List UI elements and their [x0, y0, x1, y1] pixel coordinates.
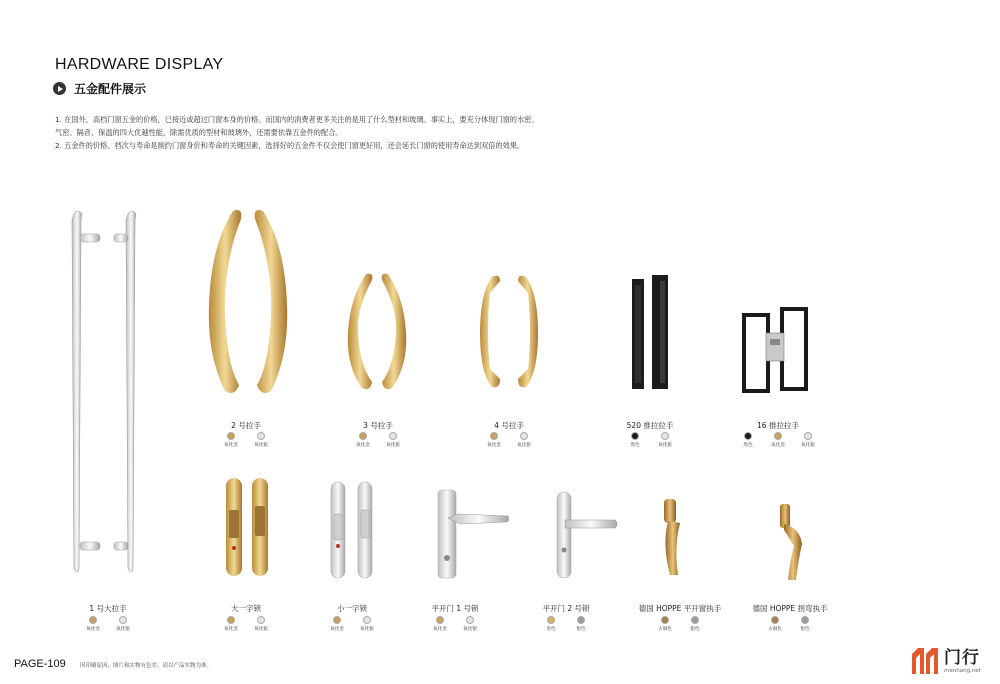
color-swatches	[428, 616, 482, 632]
long-bar-handle-image	[62, 208, 152, 580]
swatch: 氧化金	[766, 432, 790, 448]
color-swatches	[219, 432, 273, 448]
swatch: 古铜色	[653, 616, 677, 632]
section-subtitle: 五金配件展示	[74, 82, 147, 96]
gold-dot	[436, 616, 444, 624]
product-label: 2 号拉手	[231, 421, 261, 430]
section-heading	[53, 80, 146, 97]
swatch: 氧化金	[81, 616, 105, 632]
product-label: 小一字锁	[337, 604, 367, 613]
swatch: 氧化金	[428, 616, 452, 632]
brand-logo	[910, 646, 981, 676]
hoppe-corner-handle-image	[776, 500, 812, 584]
black-dot	[744, 432, 752, 440]
gold-dot	[227, 432, 235, 440]
gold-dot	[227, 616, 235, 624]
swatch: 氧化银	[355, 616, 379, 632]
swatch: 银色	[683, 616, 707, 632]
gold-dot	[333, 616, 341, 624]
gold-dot	[547, 616, 555, 624]
flush-lock-small-image	[328, 480, 378, 580]
product-label: 3 号拉手	[363, 421, 393, 430]
swatch: 氧化银	[381, 432, 405, 448]
bronze-dot	[771, 616, 779, 624]
black-dot	[631, 432, 639, 440]
flush-lock-large-image	[222, 476, 272, 578]
product-label: 平开门 1 号锁	[431, 604, 479, 613]
silver-dot	[257, 432, 265, 440]
intro-line: 1. 在国外，高档门窗五金的价格，已接近或超过门窗本身的价格。而国内的消费者更多关注的是用了什么型材和玻璃。事实上，要充分体现门窗的水密、	[55, 115, 539, 124]
arc-handle-2-image	[205, 205, 295, 405]
swatch: 氧化金	[219, 432, 243, 448]
swatch: 氧化银	[796, 432, 820, 448]
swatch: 氧化金	[325, 616, 349, 632]
handle-4-image	[474, 273, 544, 393]
silver-dot	[691, 616, 699, 624]
swatch: 古铜色	[763, 616, 787, 632]
swatch: 银色	[793, 616, 817, 632]
product-label: 大一字锁	[231, 604, 261, 613]
swatch: 氧化银	[249, 432, 273, 448]
color-swatches	[653, 616, 707, 632]
silver-dot	[804, 432, 812, 440]
play-icon	[53, 82, 66, 95]
swatch: 氧化银	[458, 616, 482, 632]
color-swatches	[482, 432, 536, 448]
swatch: 氧化银	[111, 616, 135, 632]
product-label: 德国 HOPPE 平开窗执手	[638, 604, 722, 613]
color-swatches	[623, 432, 677, 448]
silver-dot	[119, 616, 127, 624]
intro-line: 2. 五金件的价格、档次与寿命是制约门窗身价和寿命的关键因素，选择好的五金件不仅会使门窗更好用，还会延长门窗的使用寿命达到双倍的效果。	[55, 141, 525, 150]
bronze-dot	[661, 616, 669, 624]
swatch: 氧化金	[219, 616, 243, 632]
color-swatches	[763, 616, 817, 632]
intro-line: 气密、隔音、保温的四大优越性能，除需优质的型材和玻璃外，还需要依靠五金件的配合。	[55, 128, 343, 137]
silver-dot	[466, 616, 474, 624]
product-label: 4 号拉手	[494, 421, 524, 430]
color-swatches	[539, 616, 593, 632]
gold-dot	[89, 616, 97, 624]
silver-dot	[257, 616, 265, 624]
arc-handle-3-image	[344, 270, 410, 395]
footer-note: 因印刷原因，图片和实物有色差，请以产品实物为准。	[80, 663, 213, 669]
silver-dot	[577, 616, 585, 624]
hoppe-window-handle-image	[658, 495, 694, 579]
swatch: 氧化银	[249, 616, 273, 632]
product-label: 平开门 2 号锁	[542, 604, 590, 613]
intro-text	[55, 113, 615, 152]
gold-dot	[490, 432, 498, 440]
silver-dot	[801, 616, 809, 624]
door-lever-1-image	[436, 488, 512, 580]
color-swatches	[325, 616, 379, 632]
swatch: 黑色	[623, 432, 647, 448]
swatch: 氧化银	[512, 432, 536, 448]
logo-url: menhang.net	[944, 667, 981, 674]
swatch: 氧化金	[482, 432, 506, 448]
color-swatches	[736, 432, 820, 448]
product-label: 德国 HOPPE 拐弯执手	[752, 604, 828, 613]
gold-dot	[774, 432, 782, 440]
sliding-handle-16-image	[740, 305, 810, 395]
swatch: 银色	[569, 616, 593, 632]
product-label: 520 推拉拉手	[626, 421, 674, 430]
silver-dot	[661, 432, 669, 440]
silver-dot	[363, 616, 371, 624]
swatch: 黑色	[736, 432, 760, 448]
silver-dot	[520, 432, 528, 440]
logo-icon	[910, 646, 940, 676]
sliding-handle-520-image	[626, 275, 676, 393]
swatch: 氧化金	[351, 432, 375, 448]
gold-dot	[359, 432, 367, 440]
product-label: 1 号大拉手	[89, 604, 127, 613]
silver-dot	[389, 432, 397, 440]
swatch: 氧化银	[653, 432, 677, 448]
page-number: PAGE-109	[14, 658, 66, 670]
color-swatches	[219, 616, 273, 632]
color-swatches	[351, 432, 405, 448]
door-lever-2-image	[555, 490, 621, 580]
logo-text: 门行	[944, 647, 980, 668]
product-label: 16 推拉拉手	[757, 421, 799, 430]
page-title: HARDWARE DISPLAY	[55, 56, 224, 73]
swatch: 金色	[539, 616, 563, 632]
color-swatches	[81, 616, 135, 632]
